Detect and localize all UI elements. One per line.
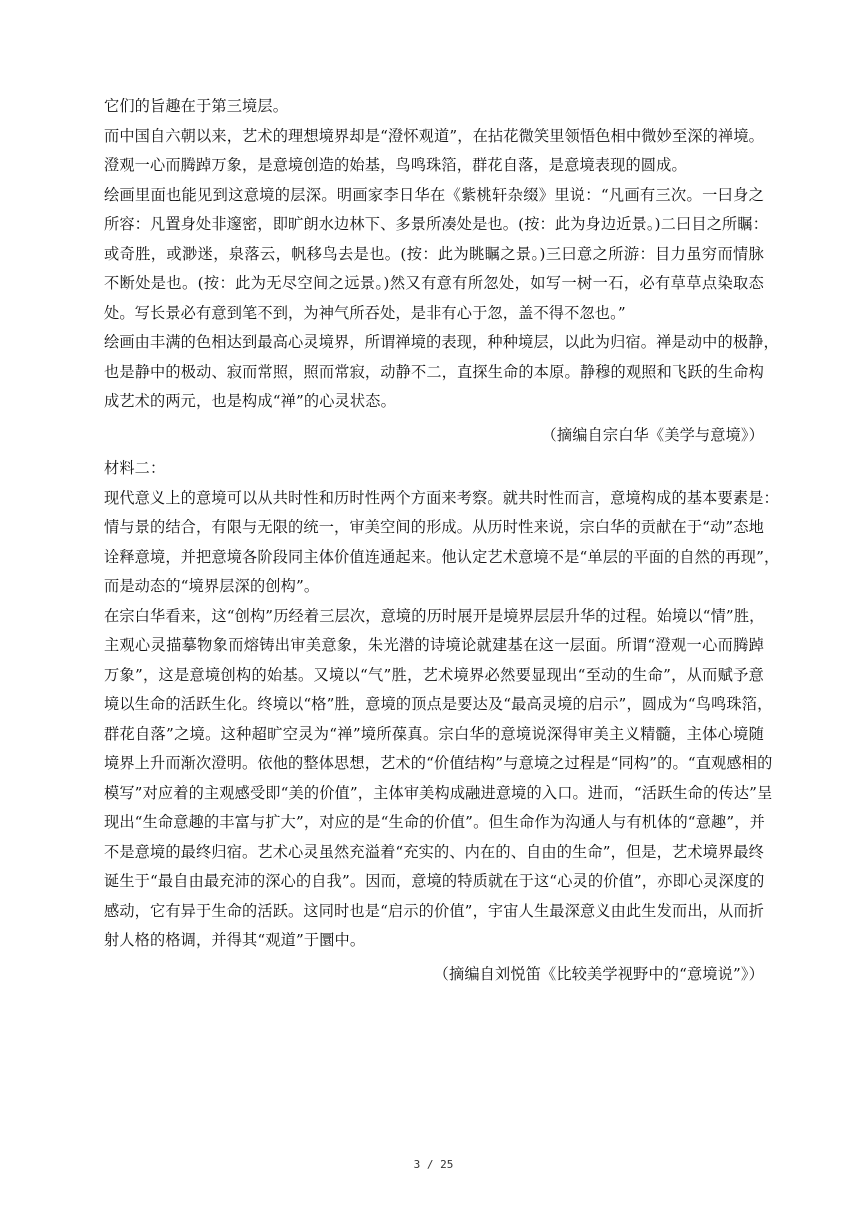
- text-line: 而是动态的“境界层深的创构”。: [104, 577, 320, 595]
- source-citation: （摘编自刘悦笛《比较美学视野中的“意境说”》）: [433, 964, 764, 983]
- text-line: 境以生命的活跃生化。终境以“格”胜，意境的顶点是要达及“最高灵境的启示”，圆成为“鸟鸣珠箔，: [104, 695, 773, 713]
- text-line: 群花自落”之境。这种超旷空灵为“禅”境所葆真。宗白华的意境说深得审美主义精髓，主体心境随: [104, 724, 764, 743]
- text-line: 不断处是也。(按：此为无尽空间之远景。)然又有意有所忽处，如写一树一石，必有草草点染取态: [104, 274, 764, 292]
- document-page: [104, 92, 780, 989]
- text-line: 射人格的格调，并得其“观道”于圜中。: [104, 931, 366, 949]
- text-line: 绘画由丰满的色相达到最高心灵境界，所谓禅境的表现，种种境层，以此为归宿。禅是动中的极静，: [104, 333, 779, 351]
- text-line: 而中国自六朝以来，艺术的理想境界却是“澄怀观道”，在拈花微笑里领悟色相中微妙至深的禅境。: [104, 126, 765, 145]
- text-line: 现出“生命意趣的丰富与扩大”，对应的是“生命的价值”。但生命作为沟通人与有机体的“意趣”，并: [104, 813, 765, 831]
- text-line: 模写”对应着的主观感受即“美的价值”，主体审美构成融进意境的入口。进而，“活跃生命的传达”呈: [104, 783, 773, 802]
- text-line: 处。写长景必有意到笔不到，为神气所吞处，是非有心于忽，盖不得不忽也。”: [104, 303, 626, 322]
- text-line: 成艺术的两元，也是构成“禅”的心灵状态。: [104, 392, 396, 410]
- text-line: 感动，它有异于生命的活跃。这同时也是“启示的价值”，宇宙人生最深意义由此生发而出，从而折: [104, 901, 765, 920]
- text-line: 现代意义上的意境可以从共时性和历时性两个方面来考察。就共时性而言，意境构成的基本要素是：: [104, 488, 779, 507]
- text-line: 澄观一心而腾踔万象，是意境创造的始基，鸟鸣珠箔，群花自落，是意境表现的圆成。: [104, 156, 687, 174]
- text-line: 在宗白华看来，这“创构”历经着三层次，意境的历时展开是境界层层升华的过程。始境以“情”胜，: [104, 606, 765, 625]
- text-line: 绘画里面也能见到这意境的层深。明画家李日华在《紫桃轩杂缀》里说：“凡画有三次。一曰身之: [104, 185, 764, 204]
- text-line: 诠释意境，并把意境各阶段同主体价值连通起来。他认定艺术意境不是“单层的平面的自然的再现”，: [104, 547, 780, 566]
- text-line: 万象”，这是意境创构的始基。又境以“气”胜，艺术境界必然要显现出“至动的生命”，从而赋予意: [104, 665, 764, 684]
- text-line: 主观心灵描摹物象而熔铸出审美意象，朱光潜的诗境论就建基在这一层面。所谓“澄观一心而腾踔: [104, 636, 764, 654]
- text-line: 也是静中的极动、寂而常照，照而常寂，动静不二，直探生命的本原。静穆的观照和飞跃的生命构: [104, 362, 764, 381]
- section-heading: 材料二：: [104, 459, 166, 477]
- text-line: 或奇胜，或渺迷，泉落云，帆移鸟去是也。(按：此为眺瞩之景。)三曰意之所游：目力虽穷而情脉: [104, 244, 764, 263]
- text-line: 境界上升而渐次澄明。依他的整体思想，艺术的“价值结构”与意境之过程是“同构”的。“直观感相的: [104, 754, 773, 772]
- source-citation: （摘编自宗白华《美学与意境》）: [541, 425, 764, 444]
- text-line: 不是意境的最终归宿。艺术心灵虽然充溢着“充实的、内在的、自由的生命”，但是，艺术境界最终: [104, 842, 765, 861]
- text-line: 情与景的结合，有限与无限的统一，审美空间的形成。从历时性来说，宗白华的贡献在于“动”态地: [104, 518, 765, 536]
- text-line: 它们的旨趣在于第三境层。: [104, 97, 289, 115]
- page-number: 3 / 25: [413, 1158, 454, 1171]
- text-line: 所容：凡置身处非邃密，即旷朗水边林下、多景所凑处是也。(按：此为身边近景。)二曰目之所瞩：: [104, 215, 769, 233]
- text-line: 诞生于“最自由最充沛的深心的自我”。因而，意境的特质就在于这“心灵的价值”，亦即心灵深度的: [104, 872, 765, 890]
